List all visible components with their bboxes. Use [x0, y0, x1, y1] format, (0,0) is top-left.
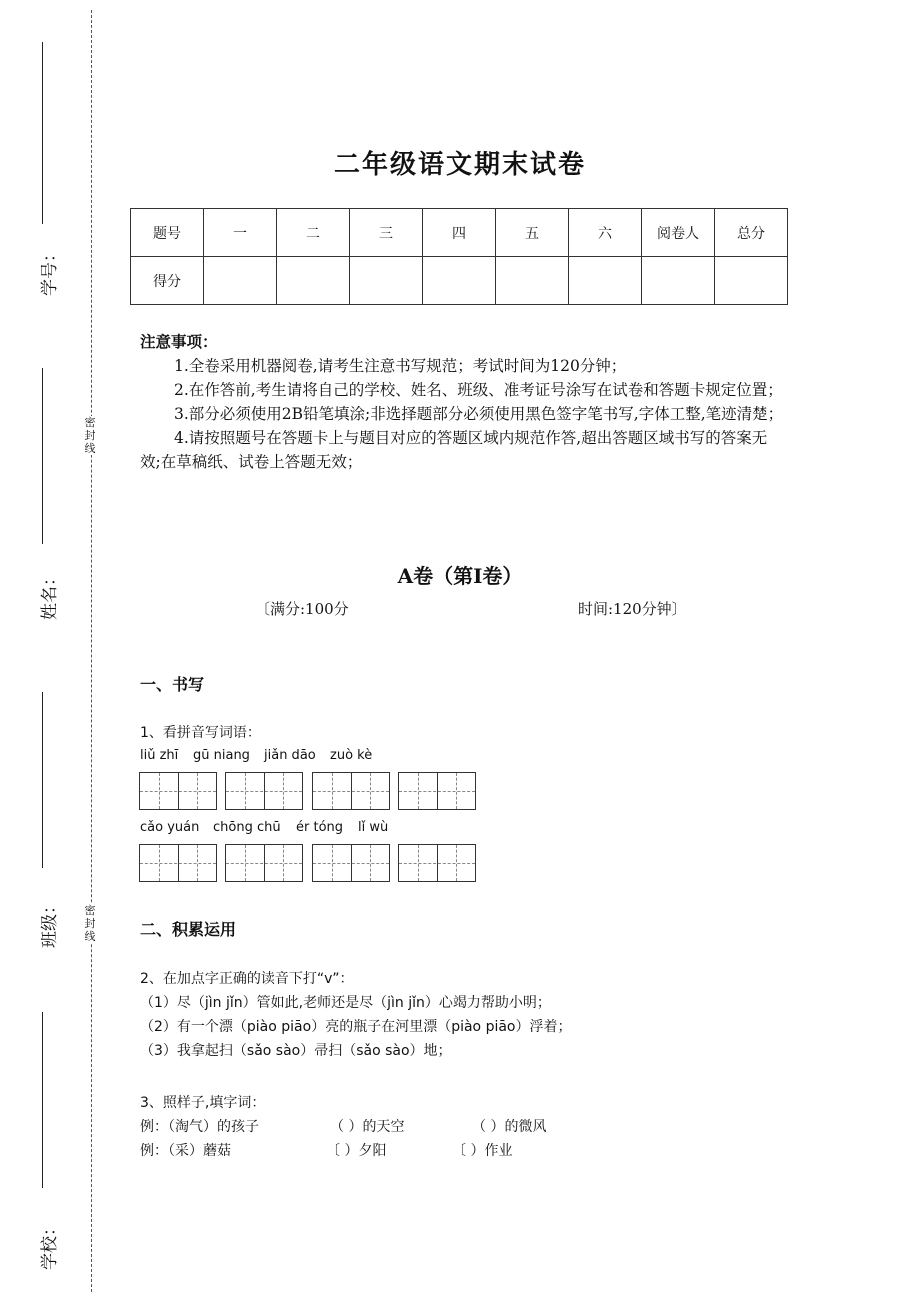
- class-label: 班级：: [40, 897, 60, 948]
- q2-line: （1）尽（jìn jǐn）管如此,老师还是尽（jìn jǐn）心竭力帮助小明；: [140, 995, 551, 1011]
- seal-line-mark-2: 密封线: [82, 904, 98, 943]
- pinyin: jiǎn dāo: [264, 748, 316, 763]
- binding-dashed-line: [91, 10, 92, 1292]
- score-cell[interactable]: [204, 257, 277, 305]
- pinyin: liǔ zhī: [140, 748, 179, 763]
- section-2-heading: 二、积累运用: [140, 920, 237, 939]
- writing-grid[interactable]: [225, 772, 303, 810]
- header-cell: 五: [496, 209, 569, 257]
- name-label: 姓名：: [40, 569, 60, 620]
- notice-item: 3.部分必须使用2B铅笔填涂;非选择题部分必须使用黑色签字笔书写,字体工整,笔迹清楚；: [174, 405, 784, 423]
- q3-blank[interactable]: 〔 ）作业: [452, 1143, 513, 1159]
- notice-item: 2.在作答前,考生请将自己的学校、姓名、班级、准考证号涂写在试卷和答题卡规定位置；: [174, 381, 783, 399]
- notice-item: 1.全卷采用机器阅卷,请考生注意书写规范；考试时间为120分钟；: [174, 357, 627, 375]
- pinyin: chōng chū: [213, 820, 281, 835]
- name-line[interactable]: [42, 368, 43, 544]
- score-cell[interactable]: [423, 257, 496, 305]
- exam-time: 时间:120分钟〕: [578, 600, 687, 618]
- student-id-line[interactable]: [42, 42, 43, 224]
- student-id-label: 学号：: [40, 245, 60, 296]
- pinyin: ér tóng: [296, 820, 344, 835]
- header-cell: 四: [423, 209, 496, 257]
- writing-grid[interactable]: [398, 772, 476, 810]
- full-score: 〔满分:100分: [255, 600, 349, 618]
- writing-grid[interactable]: [312, 772, 390, 810]
- header-cell: 阅卷人: [642, 209, 715, 257]
- score-table-score-row: [131, 257, 788, 305]
- pinyin: cǎo yuán: [140, 820, 200, 835]
- exam-title: 二年级语文期末试卷: [333, 150, 586, 180]
- class-line[interactable]: [42, 692, 43, 868]
- seal-line-mark: 密封线: [82, 416, 98, 455]
- school-label: 学校：: [40, 1219, 60, 1270]
- writing-grid[interactable]: [139, 772, 217, 810]
- notice-block: [140, 330, 785, 474]
- header-cell: 一: [204, 209, 277, 257]
- writing-grid[interactable]: [398, 844, 476, 882]
- row-label-cell: 得分: [131, 257, 204, 305]
- score-cell[interactable]: [496, 257, 569, 305]
- header-cell: 总分: [715, 209, 788, 257]
- header-cell: 二: [277, 209, 350, 257]
- writing-grid[interactable]: [225, 844, 303, 882]
- q3-blank[interactable]: 〔 ）夕阳: [326, 1143, 387, 1159]
- score-cell[interactable]: [569, 257, 642, 305]
- q2-line: （2）有一个漂（piào piāo）亮的瓶子在河里漂（piào piāo）浮着；: [140, 1019, 572, 1035]
- writing-grid[interactable]: [312, 844, 390, 882]
- score-table-header-row: [131, 209, 788, 257]
- q2-prompt: 2、在加点字正确的读音下打“v”：: [140, 971, 354, 987]
- q3-example: 例：（采）蘑菇: [140, 1143, 231, 1159]
- q2-line: （3）我拿起扫（sǎo sào）帚扫（sǎo sào）地；: [140, 1043, 452, 1059]
- pinyin: gū niang: [193, 748, 250, 763]
- q3-example: 例：（淘气）的孩子: [140, 1119, 259, 1135]
- score-cell[interactable]: [350, 257, 423, 305]
- school-line[interactable]: [42, 1012, 43, 1188]
- q3-blank[interactable]: （ ）的微风: [472, 1119, 547, 1135]
- section-1-heading: 一、书写: [140, 675, 205, 694]
- q3-blank[interactable]: （ ）的天空: [330, 1119, 405, 1135]
- header-cell: 题号: [131, 209, 204, 257]
- q1-prompt: 1、看拼音写词语：: [140, 725, 261, 741]
- writing-grid[interactable]: [139, 844, 217, 882]
- volume-title: A卷（第I卷）: [397, 564, 523, 588]
- notice-heading: 注意事项：: [140, 332, 218, 351]
- score-cell[interactable]: [715, 257, 788, 305]
- notice-item: 4.请按照题号在答题卡上与题目对应的答题区域内规范作答,超出答题区域书写的答案无效;在草稿纸、试卷上答题无效；: [140, 429, 768, 471]
- score-cell[interactable]: [642, 257, 715, 305]
- q3-prompt: 3、照样子,填字词：: [140, 1095, 266, 1111]
- score-cell[interactable]: [277, 257, 350, 305]
- pinyin: zuò kè: [330, 748, 373, 763]
- pinyin: lǐ wù: [358, 820, 389, 835]
- header-cell: 三: [350, 209, 423, 257]
- score-table: [130, 208, 788, 305]
- header-cell: 六: [569, 209, 642, 257]
